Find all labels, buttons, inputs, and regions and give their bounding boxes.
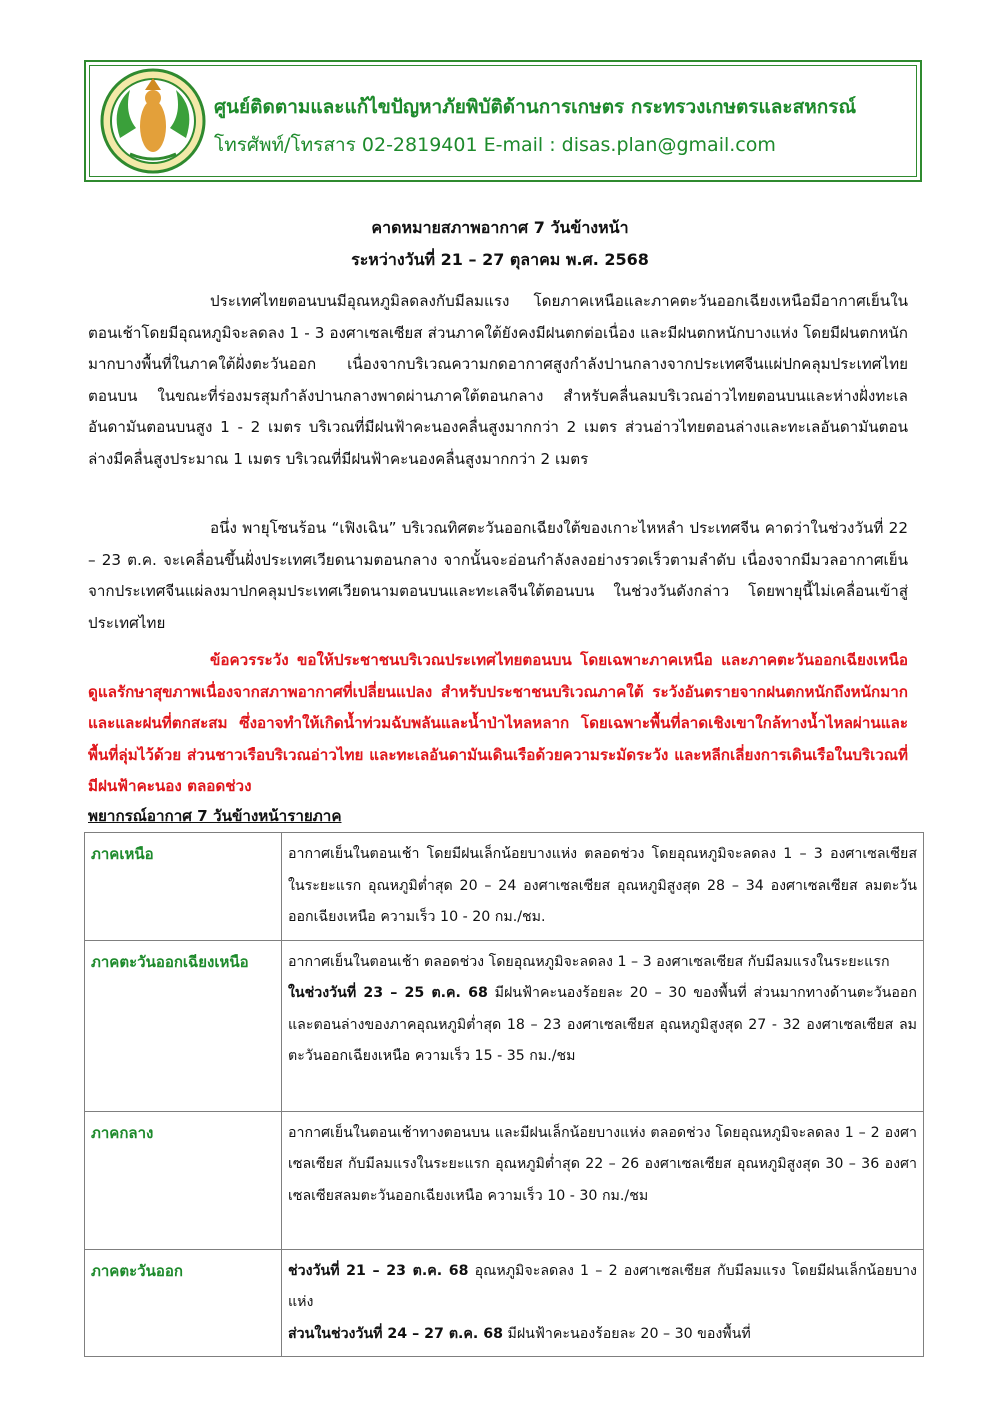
storm-paragraph: อนึ่ง พายุโซนร้อน “เฟิงเฉิน” บริเวณทิศตะวันออกเฉียงใต้ของเกาะไหหลำ ประเทศจีน คาดว่าในช่วงวันที่ 22 – 23 ต.ค. จะเคลื่อนขึ้นฝั่งประเทศเวียดนามตอนกลาง จากนั้นจะอ่อนกำลังลงอย่างรวดเร็วตามลำดับ เนื่องจากมีมวลอากาศเย็นจากประเทศจีนแผ่ลงมาปกคลุมประเทศเวียดนามตอนบนและทะเลจีนใต้ตอนบน ในช่วงวันดังกล่าว โดยพายุนี้ไม่เคลื่อนเข้าสู่ประเทศไทย xyxy=(88,519,908,632)
document-date-range: ระหว่างวันที่ 21 – 27 ตุลาคม พ.ศ. 2568 xyxy=(351,250,649,269)
document-title: คาดหมายสภาพอากาศ 7 วันข้างหน้า xyxy=(371,218,629,237)
summary-paragraph: ประเทศไทยตอนบนมีอุณหภูมิลดลงกับมีลมแรง โดยภาคเหนือและภาคตะวันออกเฉียงเหนือมีอากาศเย็นในตอนเช้าโดยมีอุณหภูมิจะลดลง 1 - 3 องศาเซลเซียส ส่วนภาคใต้ยังคงมีฝนตกต่อเนื่อง และมีฝนตกหนักบางแห่ง โดยมีฝนตกหนักมากบางพื้นที่ในภาคใต้ฝั่งตะวันออก เนื่องจากบริเวณความกดอากาศสูงกำลังปานกลางจากประเทศจีนแผ่ปกคลุมประเทศไทยตอนบน ในขณะที่ร่องมรสุมกำลังปานกลางพาดผ่านภาคใต้ตอนกลาง สำหรับคลื่นลมบริเวณอ่าวไทยตอนบนและห่างฝั่งทะเลอันดามันตอนบนสูง 1 - 2 เมตร บริเวณที่มีฝนฟ้าคะนองคลื่นสูงมากกว่า 2 เมตร ส่วนอ่าวไทยตอนล่างและทะเลอันดามันตอนล่างมีคลื่นสูงประมาณ 1 เมตร บริเวณที่มีฝนฟ้าคะนองคลื่นสูงมากกว่า 2 เมตร xyxy=(88,292,908,468)
organization-name: ศูนย์ติดตามและแก้ไขปัญหาภัยพิบัติด้านการเกษตร กระทรวงเกษตรและสหกรณ์ xyxy=(214,96,857,118)
forecast-text: อุณหภูมิจะลดลง 1 – 2 องศาเซลเซียส กับมีลมแรง โดยมีฝนเล็กน้อยบางแห่ง xyxy=(288,1262,917,1310)
region-name: ภาคกลาง xyxy=(85,1111,282,1249)
ministry-seal-logo xyxy=(100,68,206,174)
region-forecast: อากาศเย็นในตอนเช้าทางตอนบน และมีฝนเล็กน้อยบางแห่ง ตลอดช่วง โดยอุณหภูมิจะลดลง 1 – 2 องศาเซลเซียส กับมีลมแรงในระยะแรก อุณหภูมิต่ำสุด 22 – 26 องศาเซลเซียส อุณหภูมิสูงสุด 30 – 36 องศาเซลเซียสลมตะวันออกเฉียงเหนือ ความเร็ว 10 - 30 กม./ชม xyxy=(282,1111,924,1249)
forecast-text: อากาศเย็นในตอนเช้า ตลอดช่วง โดยอุณหภูมิจะลดลง 1 – 3 องศาเซลเซียส กับมีลมแรงในระยะแรก xyxy=(288,953,890,970)
region-forecast xyxy=(282,1249,924,1357)
organization-contact: โทรศัพท์/โทรสาร 02-2819401 E-mail : disas.plan@gmail.com xyxy=(214,134,776,156)
table-row xyxy=(85,1249,924,1357)
table-row xyxy=(85,1111,924,1249)
table-row xyxy=(85,833,924,941)
forecast-period: ในช่วงวันที่ 23 – 25 ต.ค. 68 xyxy=(288,985,488,1001)
forecast-text: มีฝนฟ้าคะนองร้อยละ 20 – 30 ของพื้นที่ xyxy=(503,1325,751,1342)
caution-paragraph: ข้อควรระวัง ขอให้ประชาชนบริเวณประเทศไทยตอนบน โดยเฉพาะภาคเหนือ และภาคตะวันออกเฉียงเหนือ ดูแลรักษาสุขภาพเนื่องจากสภาพอากาศที่เปลี่ยนแปลง สำหรับประชาชนบริเวณภาคใต้ ระวังอันตรายจากฝนตกหนักถึงหนักมากและและฝนที่ตกสะสม ซึ่งอาจทำให้เกิดน้ำท่วมฉับพลันและน้ำป่าไหลหลาก โดยเฉพาะพื้นที่ลาดเชิงเขาใกล้ทางน้ำไหลผ่านและพื้นที่ลุ่มไว้ด้วย ส่วนชาวเรือบริเวณอ่าวไทย และทะเลอันดามันเดินเรือด้วยความระมัดระวัง และหลีกเลี่ยงการเดินเรือในบริเวณที่มีฝนฟ้าคะนอง ตลอดช่วง xyxy=(88,651,908,795)
region-forecast xyxy=(282,940,924,1111)
forecast-period: ส่วนในช่วงวันที่ 24 – 27 ต.ค. 68 xyxy=(288,1325,503,1342)
regional-forecast-heading: พยากรณ์อากาศ 7 วันข้างหน้ารายภาค xyxy=(88,807,342,825)
region-name: ภาคเหนือ xyxy=(85,833,282,941)
forecast-text: มีฝนฟ้าคะนองร้อยละ 20 – 30 ของพื้นที่ ส่วนมากทางด้านตะวันออกและตอนล่างของภาคอุณหภูมิต่ำสุด 18 – 23 องศาเซลเซียส อุณหภูมิสูงสุด 27 - 32 องศาเซลเซียส ลมตะวันออกเฉียงเหนือ ความเร็ว 15 - 35 กม./ชม xyxy=(288,985,918,1064)
forecast-period: ช่วงวันที่ 21 – 23 ต.ค. 68 xyxy=(288,1262,469,1279)
regional-forecast-table xyxy=(84,832,924,1357)
region-name: ภาคตะวันออกเฉียงเหนือ xyxy=(85,940,282,1111)
table-row xyxy=(85,940,924,1111)
region-forecast: อากาศเย็นในตอนเช้า โดยมีฝนเล็กน้อยบางแห่ง ตลอดช่วง โดยอุณหภูมิจะลดลง 1 – 3 องศาเซลเซียส ในระยะแรก อุณหภูมิต่ำสุด 20 – 24 องศาเซลเซียส อุณหภูมิสูงสุด 28 – 34 องศาเซลเซียส ลมตะวันออกเฉียงเหนือ ความเร็ว 10 - 20 กม./ชม. xyxy=(282,833,924,941)
region-name: ภาคตะวันออก xyxy=(85,1249,282,1357)
